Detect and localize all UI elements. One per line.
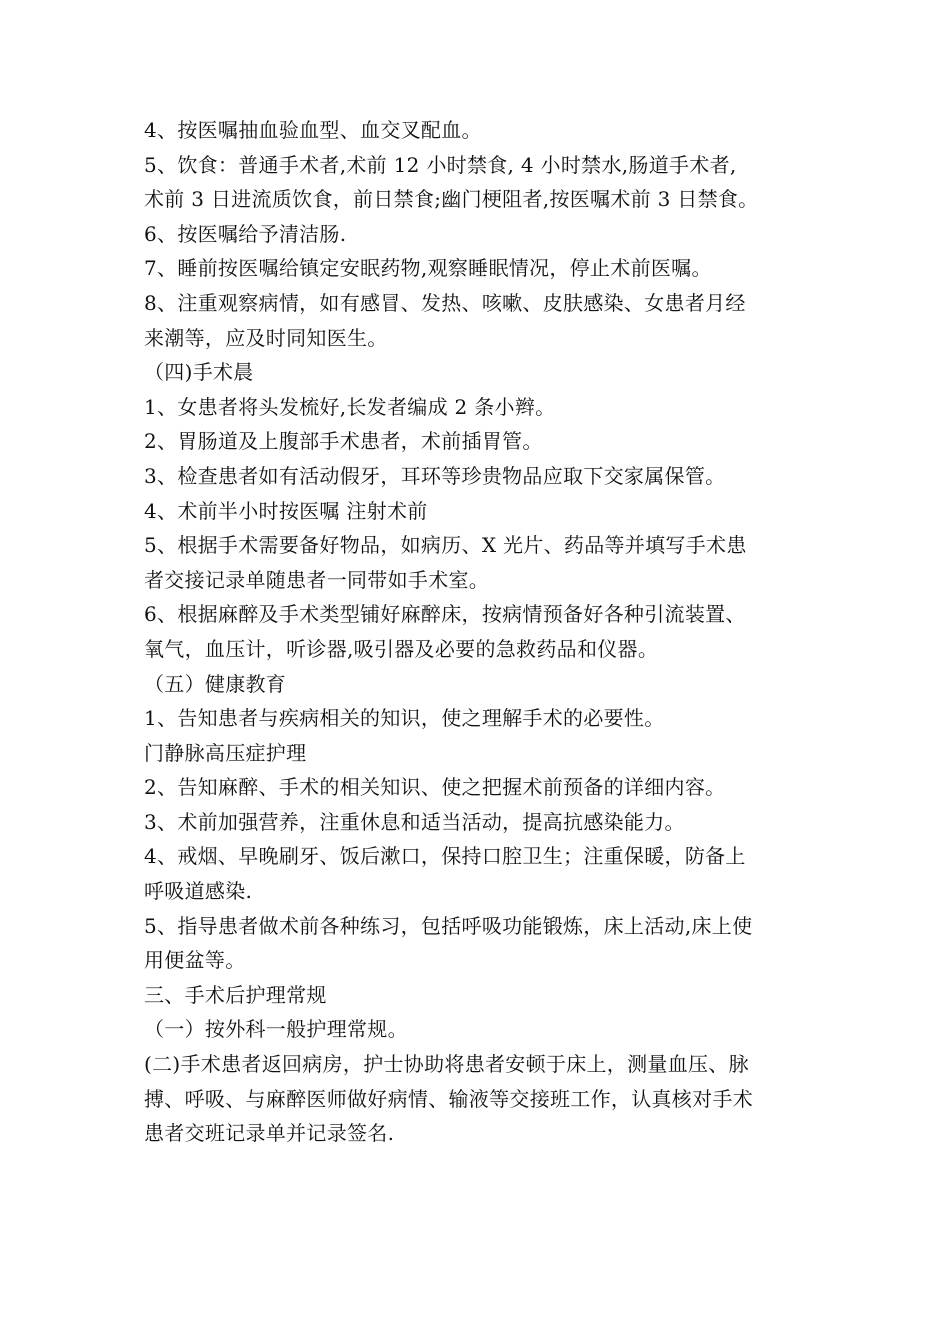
text-line: 8、注重观察病情，如有感冒、发热、咳嗽、皮肤感染、女患者月经	[144, 290, 746, 315]
text-line: 氧气，血压计，听诊器,吸引器及必要的急救药品和仪器。	[144, 636, 659, 661]
text-line: 患者交班记录单并记录签名.	[144, 1121, 395, 1146]
section-heading: （一）按外科一般护理常规。	[144, 1017, 408, 1042]
text-line: (二)手术患者返回病房，护士协助将患者安顿于床上，测量血压、脉	[144, 1052, 749, 1077]
text-line: 1、告知患者与疾病相关的知识，使之理解手术的必要性。	[144, 706, 665, 731]
section-heading: （四)手术晨	[144, 360, 254, 385]
document-body	[144, 113, 814, 1151]
text-line: 3、检查患者如有活动假牙，耳环等珍贵物品应取下交家属保管。	[144, 463, 726, 488]
text-line: 术前 3 日进流质饮食，前日禁食;幽门梗阻者,按医嘱术前 3 日禁食。	[144, 187, 759, 212]
text-line: 6、根据麻醉及手术类型铺好麻醉床，按病情预备好各种引流装置、	[144, 602, 746, 627]
text-line: 搏、呼吸、与麻醉医师做好病情、输液等交接班工作，认真核对手术	[144, 1086, 753, 1111]
text-line: 1、女患者将头发梳好,长发者编成 2 条小辫。	[144, 394, 556, 419]
text-line: 4、术前半小时按医嘱 注射术前	[144, 498, 428, 523]
text-line: 呼吸道感染.	[144, 879, 253, 904]
text-line: 4、按医嘱抽血验血型、血交叉配血。	[144, 118, 482, 142]
text-line: 用便盆等。	[144, 948, 246, 973]
text-line: 2、胃肠道及上腹部手术患者，术前插胃管。	[144, 429, 543, 454]
text-line: 3、术前加强营养，注重休息和适当活动，提高抗感染能力。	[144, 809, 685, 834]
section-heading: 门静脉高压症护理	[144, 740, 307, 765]
text-line: 4、戒烟、早晚刷牙、饭后漱口，保持口腔卫生；注重保暖，防备上	[144, 844, 746, 869]
text-line: 5、饮食：普通手术者,术前 12 小时禁食, 4 小时禁水,肠道手术者,	[144, 152, 737, 177]
section-heading: 三、手术后护理常规	[144, 982, 327, 1007]
text-line: 者交接记录单随患者一同带如手术室。	[144, 567, 490, 592]
text-line: 来潮等，应及时同知医生。	[144, 325, 388, 350]
section-heading: （五）健康教育	[144, 671, 287, 696]
text-line: 5、根据手术需要备好物品，如病历、X 光片、药品等并填写手术患	[144, 533, 747, 558]
text-line: 6、按医嘱给予清洁肠.	[144, 221, 347, 246]
text-line: 7、睡前按医嘱给镇定安眠药物,观察睡眠情况，停止术前医嘱。	[144, 256, 712, 281]
text-line: 2、告知麻醉、手术的相关知识、使之把握术前预备的详细内容。	[144, 775, 726, 800]
text-line: 5、指导患者做术前各种练习，包括呼吸功能锻炼，床上活动,床上使	[144, 913, 753, 938]
